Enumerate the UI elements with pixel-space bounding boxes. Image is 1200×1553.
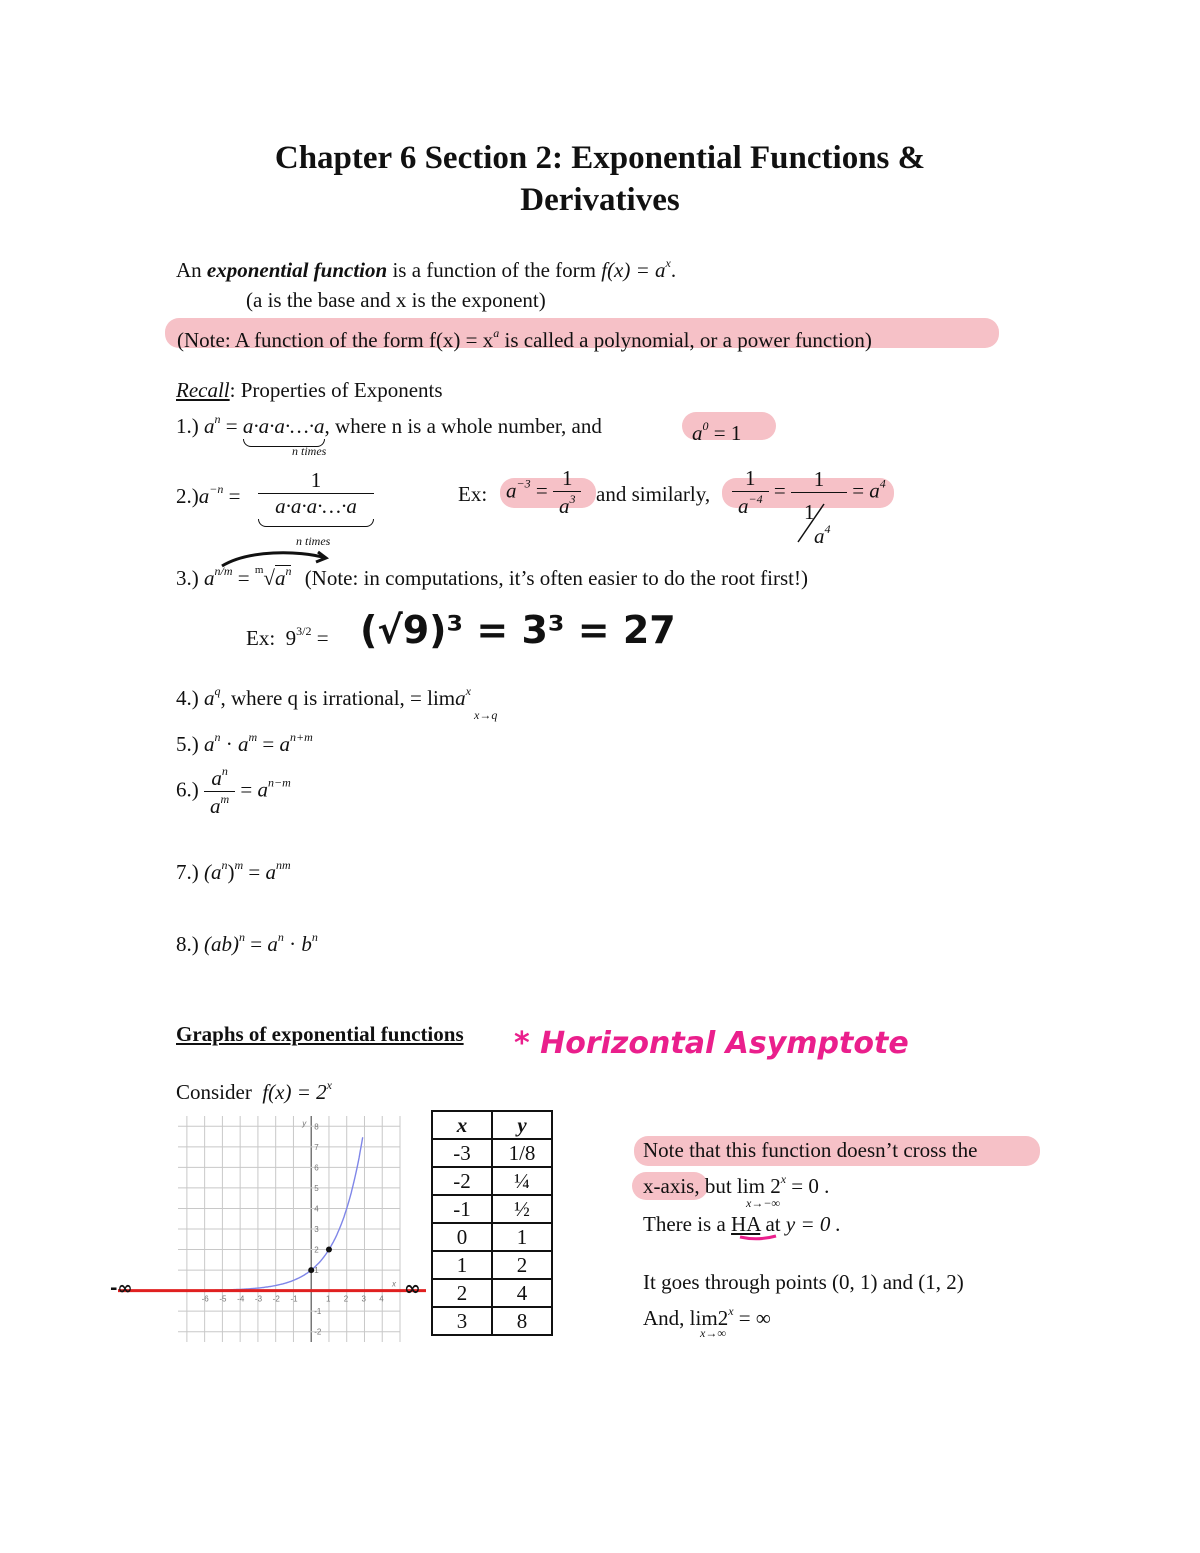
p3-handwritten: (√9)³ = 3³ = 27	[360, 608, 676, 652]
p1-expr: a	[204, 414, 215, 438]
table-cell-y: 4	[492, 1279, 552, 1307]
graph-point	[326, 1247, 332, 1253]
p2-ex-den: a	[558, 494, 570, 518]
ha-pink-underline	[738, 1232, 778, 1242]
p3-expr: a	[204, 566, 215, 590]
table-row	[432, 1223, 552, 1251]
p2-sim-slash	[794, 500, 828, 546]
p8-a: a	[267, 932, 278, 956]
table-row	[432, 1251, 552, 1279]
table-cell-x: 3	[432, 1307, 492, 1335]
p6-r: a	[257, 777, 269, 802]
definition-middle: is a function of the form	[392, 258, 596, 282]
note-and: And,	[643, 1306, 685, 1330]
y-tick-label: 3	[314, 1225, 319, 1234]
note-lim-exp: x	[780, 1172, 787, 1186]
p2-ex-num: 1	[553, 466, 582, 492]
table-cell-y: ¼	[492, 1167, 552, 1195]
table-cell-y: 8	[492, 1307, 552, 1335]
p5-a-exp: n	[214, 730, 221, 744]
y-tick-label: 6	[314, 1163, 319, 1173]
p8-a-exp: n	[277, 930, 284, 944]
note-xaxis: x-axis,	[643, 1174, 700, 1198]
p6-num: a	[211, 766, 222, 790]
p1-product: a·a·a·…·a	[242, 414, 325, 438]
p2-sim-den-exp: −4	[748, 492, 763, 506]
p7-eq: =	[243, 860, 266, 884]
note-y-eq: y = 0 .	[785, 1212, 841, 1236]
note-lim-2: lim	[689, 1306, 718, 1330]
infinity-label: ∞	[404, 1276, 421, 1300]
title-line-2: Derivatives	[520, 182, 680, 218]
note-lim: lim	[736, 1174, 765, 1198]
y-tick-label: -1	[314, 1307, 322, 1317]
p1-label: 1.)	[176, 414, 199, 438]
p3-ex-exp: 3/2	[296, 624, 312, 638]
p2-sim-inner-num: 1	[804, 500, 815, 524]
table-cell-x: -3	[432, 1139, 492, 1167]
table-header-y: y	[492, 1111, 552, 1139]
table-row	[432, 1139, 552, 1167]
p3-hand-arc	[218, 548, 330, 572]
p3-ex-expr: 9	[285, 626, 297, 650]
p2-label: 2.)	[176, 484, 199, 508]
p2-sim-num: 1	[732, 466, 769, 492]
p2-sim-expr: $\frac{1}{a^{-4}}$ = 1 = $a^4$	[732, 466, 886, 519]
note-line-4: It goes through points (0, 1) and (1, 2)	[643, 1270, 964, 1294]
p6-num-exp: n	[221, 764, 228, 778]
table-header-x: x	[432, 1111, 492, 1139]
p1-eq: =	[220, 414, 243, 438]
p7-label: 7.)	[176, 860, 199, 884]
p4-label: 4.)	[176, 686, 199, 710]
recall-word: Recall	[176, 378, 230, 402]
x-tick-label: -2	[272, 1294, 280, 1304]
note-lim-val: = 0 .	[786, 1174, 830, 1198]
y-tick-label: 2	[314, 1245, 319, 1255]
p7-inner-exp: n	[221, 858, 228, 872]
p2-fraction	[258, 468, 374, 519]
p8-expr: (ab)	[204, 932, 239, 956]
p8-label: 8.)	[176, 932, 199, 956]
p2-sim-inner-den-base: a	[814, 524, 825, 548]
p1-zero-highlight	[682, 412, 776, 445]
definition-exp: x	[665, 256, 671, 270]
p3-ex	[246, 624, 329, 651]
table-cell-y: 2	[492, 1251, 552, 1279]
table-cell-y: 1/8	[492, 1139, 552, 1167]
p4-exp: q	[214, 684, 221, 698]
table-row	[432, 1279, 552, 1307]
p2-lhs: $2.)a^{-n}$ =	[176, 482, 241, 508]
p3-exp: n/m	[214, 564, 233, 578]
note-lim2-exp: x	[728, 1304, 734, 1318]
x-tick-label: 4	[379, 1294, 384, 1304]
p3-eq: =	[232, 566, 255, 590]
p2-ex-expr: $a^{-3}$ = $\frac{1}{a^3}$	[506, 466, 581, 519]
consider-expr: f(x) = 2	[262, 1080, 327, 1104]
p3-root-exp: n	[285, 564, 292, 578]
p2-similarly: and similarly,	[596, 482, 711, 506]
p2-sim-num2: 1	[791, 467, 847, 493]
p2-den: a·a·a·…·a	[258, 494, 374, 519]
recall-heading	[176, 378, 443, 403]
table-row	[432, 1307, 552, 1335]
table-cell-x: 1	[432, 1251, 492, 1279]
consider-exp: x	[326, 1078, 332, 1092]
p5-r-exp: n+m	[290, 730, 313, 744]
p1-under: n times	[292, 444, 327, 458]
table-cell-x: 0	[432, 1223, 492, 1251]
p5-label: 5.)	[176, 732, 199, 756]
p2-sim-inner-den-exp: 4	[824, 522, 831, 536]
graph-grid	[178, 1116, 400, 1342]
table-row	[432, 1167, 552, 1195]
p6-eq: =	[235, 777, 258, 802]
p2-under: n times	[296, 534, 331, 548]
p7-close: )	[227, 860, 235, 884]
p4-lim-sub: x→q	[474, 708, 498, 722]
definition-formula: f(x) = a	[601, 258, 666, 282]
hand-note-horizontal-asymptote: * Horizontal Asymptote	[514, 1026, 909, 1061]
y-tick-label: 5	[314, 1183, 319, 1193]
x-tick-label: -5	[219, 1294, 227, 1304]
p5-eq: =	[257, 732, 280, 756]
property-6	[176, 764, 291, 819]
note-at: at	[760, 1212, 781, 1236]
p7-expr: (a	[204, 860, 222, 884]
p4-eq: =	[410, 686, 422, 710]
x-tick-label: -3	[254, 1294, 263, 1304]
note-power-function	[165, 318, 999, 352]
p2-ex-den-exp: 3	[569, 492, 576, 506]
p4-rest: , where q is irrational,	[220, 686, 405, 710]
p3-root-index: m	[254, 564, 264, 576]
p8-dot: ·	[283, 932, 302, 956]
p2-sim-result: a	[869, 478, 880, 503]
note-lim-sub: x→−∞	[746, 1196, 780, 1210]
x-axis-label: x	[392, 1279, 396, 1289]
note-lim2-expr: 2	[717, 1306, 729, 1330]
p7-r-exp: nm	[276, 858, 291, 872]
y-axis-label: y	[302, 1119, 307, 1128]
p2-expr: a	[198, 484, 210, 508]
p4-lim-expr: a	[455, 686, 466, 710]
p6-den: a	[210, 794, 221, 818]
y-tick-label: 7	[314, 1142, 319, 1152]
consider-label: Consider	[176, 1080, 252, 1104]
graph-point	[308, 1267, 314, 1273]
exponential-graph	[100, 1110, 430, 1346]
property-5	[176, 730, 313, 757]
table-cell-y: ½	[492, 1195, 552, 1223]
graph-ticks	[202, 1119, 397, 1337]
p4-lim-exp: x	[465, 684, 471, 698]
x-tick-label: -1	[290, 1294, 298, 1304]
p1-zero-exp: 0	[702, 419, 709, 433]
property-8	[176, 930, 318, 957]
definition-line	[176, 256, 676, 283]
p3-root-expr: a	[274, 566, 286, 590]
p2-ex-lhs-exp: −3	[516, 476, 531, 491]
table-cell-x: 2	[432, 1279, 492, 1307]
p2-ex-lhs: a	[506, 478, 517, 503]
table-cell-y: 1	[492, 1223, 552, 1251]
exponential-curve	[178, 1137, 363, 1290]
p6-label: 6.)	[176, 777, 199, 802]
p7-r: a	[265, 860, 277, 884]
p5-b-exp: m	[248, 730, 258, 744]
property-4	[176, 684, 471, 711]
note-exp: a	[493, 326, 500, 340]
note-but: but	[699, 1174, 732, 1198]
graphs-heading: Graphs of exponential functions	[176, 1022, 464, 1046]
definition-end: .	[670, 258, 677, 282]
p3-label: 3.)	[176, 566, 199, 590]
p4-expr: a	[204, 686, 215, 710]
note-lim2-sub: x→∞	[700, 1326, 726, 1340]
y-tick-label: -2	[314, 1327, 322, 1337]
x-tick-label: 1	[325, 1294, 331, 1304]
p3-ex-label: Ex:	[246, 626, 276, 650]
graph-curve	[178, 1137, 363, 1290]
p7-outer-exp: m	[234, 858, 244, 872]
p2-exp: −n	[209, 482, 224, 496]
p3-ex-eq: =	[311, 626, 329, 650]
table-cell-x: -1	[432, 1195, 492, 1223]
minus-infinity-label: -∞	[110, 1278, 133, 1299]
base-line: (a is the base and x is the exponent)	[246, 288, 546, 312]
property-1	[176, 412, 602, 439]
definition-term: exponential function	[206, 258, 388, 282]
note-lim2-val: = ∞	[733, 1306, 771, 1330]
p4-lim: lim	[427, 686, 456, 710]
xy-table	[431, 1110, 553, 1336]
x-tick-label: -6	[201, 1294, 209, 1304]
p8-b: b	[301, 932, 312, 956]
p2-num: 1	[258, 468, 374, 494]
title-line-1: Chapter 6 Section 2: Exponential Functions &	[274, 140, 926, 176]
p1-rest: , where n is a whole number, and	[324, 414, 602, 438]
note-line-2	[643, 1172, 829, 1199]
y-tick-label: 4	[314, 1204, 319, 1214]
p6-r-exp: n−m	[268, 775, 291, 790]
x-tick-label: 2	[343, 1294, 349, 1304]
p8-eq: =	[245, 932, 268, 956]
note-lim-expr: 2	[770, 1174, 781, 1198]
p3-note: (Note: in computations, it’s often easier to do the root first!)	[304, 566, 808, 590]
p2-sim-den: a	[738, 494, 749, 518]
p5-a: a	[204, 732, 215, 756]
note-line-1: Note that this function doesn’t cross the	[643, 1138, 978, 1162]
x-tick-label: -4	[237, 1294, 245, 1304]
x-tick-label: 3	[361, 1294, 366, 1304]
p2-sim-result-exp: 4	[879, 476, 886, 491]
y-tick-label: 1	[314, 1266, 319, 1276]
p6-den-exp: m	[220, 792, 230, 806]
p1-zero-val: = 1	[708, 421, 742, 445]
p1-zero: a	[692, 421, 703, 445]
table-row	[432, 1195, 552, 1223]
p2-ex-label: Ex:	[458, 482, 488, 506]
note-there-is: There is a	[643, 1212, 726, 1236]
table-cell-x: -2	[432, 1167, 492, 1195]
y-tick-label: 8	[314, 1122, 319, 1132]
p5-b: a	[238, 732, 249, 756]
recall-rest: : Properties of Exponents	[229, 378, 443, 402]
p8-b-exp: n	[311, 930, 318, 944]
p5-dot: ·	[220, 732, 238, 756]
note-text: (Note: A function of the form f(x) = x	[177, 328, 494, 352]
p8-exp: n	[239, 930, 245, 944]
note-end: is called a polynomial, or a power function)	[499, 328, 872, 352]
definition-prefix: An	[176, 258, 202, 282]
property-7	[176, 858, 291, 885]
radical-icon: √	[263, 566, 275, 590]
note-ha: HA	[731, 1212, 761, 1236]
p5-r: a	[279, 732, 291, 756]
consider-line	[176, 1078, 332, 1105]
p1-exp: n	[214, 412, 221, 426]
